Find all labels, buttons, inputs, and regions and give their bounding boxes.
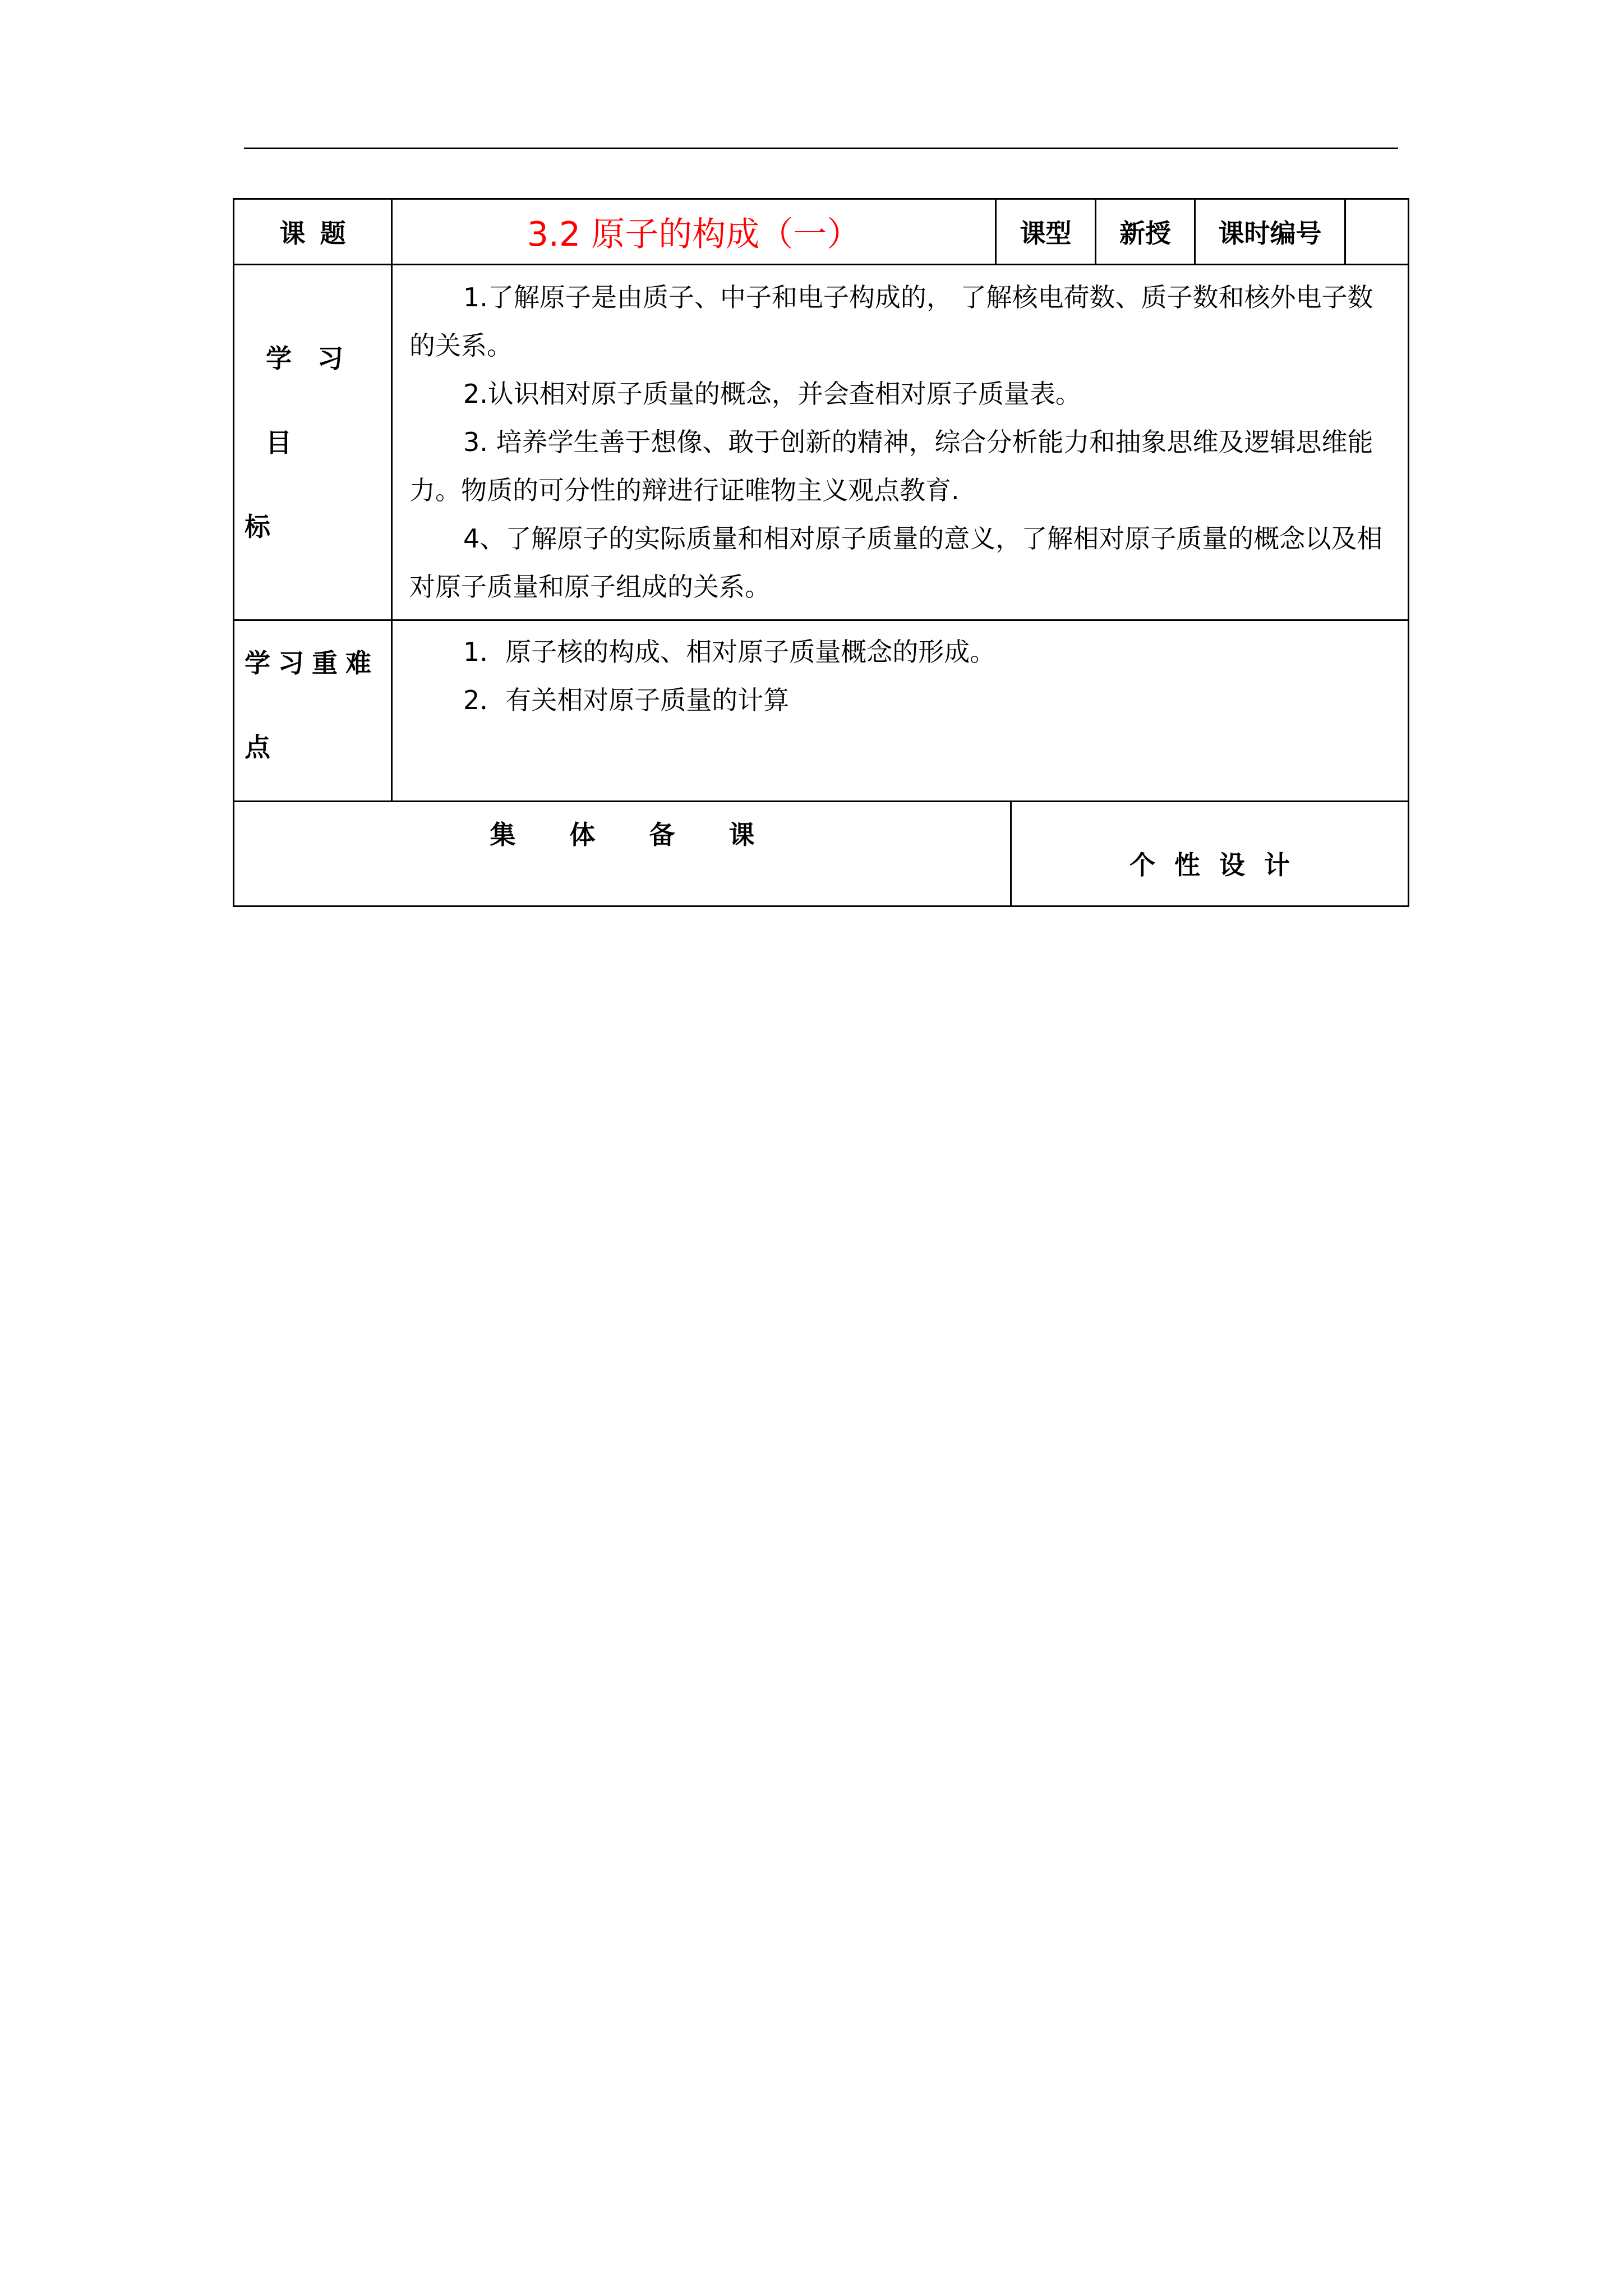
- key-point-item: 1．原子核的构成、相对原子质量概念的形成。: [463, 637, 996, 667]
- goals-label-line2: 标: [245, 511, 270, 542]
- lesson-title: 3.2 原子的构成（一）: [527, 215, 861, 254]
- title-label: 课题: [279, 218, 361, 249]
- lesson-plan-table: [233, 198, 1409, 907]
- goals-label-cell: [234, 265, 392, 620]
- type-label: 课型: [1020, 218, 1072, 249]
- key-point-item: 2．有关相对原子质量的计算: [463, 685, 790, 715]
- header-rule: [244, 148, 1398, 149]
- key-points-content-cell: [392, 620, 1409, 802]
- key-points-label-cell: [234, 620, 392, 802]
- collective-prep-label: 集体备课: [490, 820, 809, 850]
- goal-item: 1.了解原子是由质子、中子和电子构成的， 了解核电荷数、质子数和核外电子数的关系。: [409, 282, 1373, 361]
- key-points-label-line2: 点: [245, 732, 270, 762]
- footer-row: [234, 802, 1409, 907]
- goal-item: 3. 培养学生善于想像、敢于创新的精神，综合分析能力和抽象思维及逻辑思维能力。物质的可分性的辩进行证唯物主义观点教育.: [409, 427, 1373, 505]
- goals-content-cell: [392, 265, 1409, 620]
- personal-design-cell: [1011, 802, 1409, 907]
- goal-item: 2.认识相对原子质量的概念，并会查相对原子质量表。: [463, 379, 1081, 409]
- lesson-title-cell: [392, 199, 996, 265]
- code-label: 课时编号: [1218, 218, 1322, 249]
- collective-prep-cell: [234, 802, 1011, 907]
- goals-label-line1: 学习目: [266, 343, 369, 458]
- key-points-label-line1: 学习重难: [245, 648, 379, 678]
- type-label-cell: [996, 199, 1096, 265]
- type-value-cell: [1096, 199, 1195, 265]
- type-value: 新授: [1119, 218, 1171, 249]
- goals-row: [234, 265, 1409, 620]
- goal-item: 4、了解原子的实际质量和相对原子质量的意义，了解相对原子质量的概念以及相对原子质量和原子组成的关系。: [409, 523, 1383, 602]
- code-label-cell: [1195, 199, 1345, 265]
- title-label-cell: [234, 199, 392, 265]
- title-row: [234, 199, 1409, 265]
- key-points-row: [234, 620, 1409, 802]
- code-value-cell: [1345, 199, 1409, 265]
- personal-design-label: 个性设计: [1129, 850, 1309, 880]
